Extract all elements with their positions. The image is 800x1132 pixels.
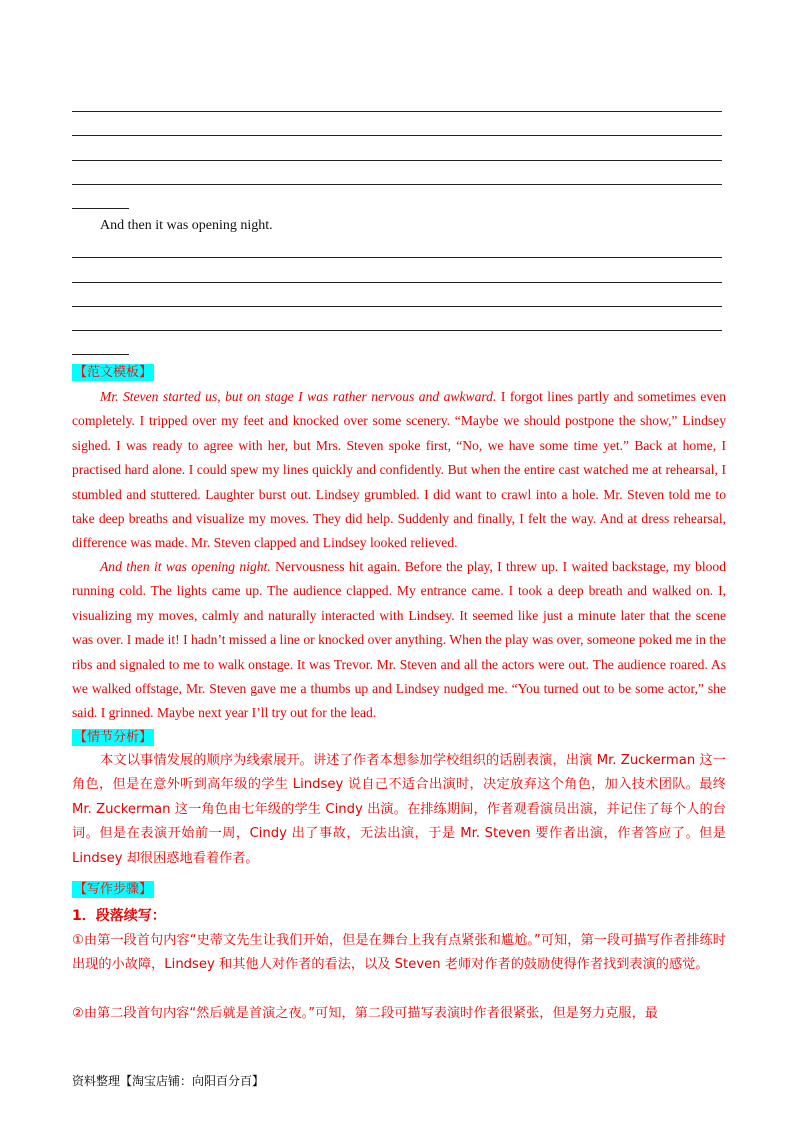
footer-source: 资料整理【淘宝店铺：向阳百分百】 bbox=[72, 1074, 265, 1088]
sample-paragraph-2 bbox=[72, 555, 726, 726]
writing-line[interactable] bbox=[72, 306, 722, 307]
plot-text: 本文以事情发展的顺序为线索展开。讲述了作者本想参加学校组织的话剧表演，出演 Mr. Zuckerman 这一角色，但是在意外听到高年级的学生 Lindsey 说自己不适合出演时，决定放弃这个角色，加入技术团队。最终 Mr. Zuckerman 这一角色由七年级的学生 Cindy 出演。在排练期间，作者观看演员出演，并记住了每个人的台词。但是在表演开始前一周，Cindy 出了事故，无法出演，于是 Mr. Steven 要作者出演，作者答应了。但是 Lindsey 却很困惑地看着作者。 bbox=[72, 753, 726, 866]
writing-line[interactable] bbox=[72, 135, 722, 136]
step1-item1: ①由第一段首句内容“史蒂文先生让我们开始，但是在舞台上我有点紧张和尴尬。”可知，第一段可描写作者排练时出现的小故障，Lindsey 和其他人对作者的看法，以及 Steven 老师对作者的鼓励使得作者找到表演的感觉。 bbox=[72, 933, 726, 973]
writing-line[interactable] bbox=[72, 160, 722, 161]
writing-line[interactable] bbox=[72, 330, 722, 331]
sample-p1-rest: I forgot lines partly and sometimes even completely. I tripped over my feet and knocked over some scenery. “Maybe we should postpone the show,” Lindsey sighed. I was ready to agree with her, but Mrs. Steven spoke first, “No, we have some time yet.” Back at home, I practised hard alone. I could spew my lines quickly and confidently. But when the entire cast watched me at rehearsal, I stumbled and stuttered. Laughter burst out. Lindsey grumbled. I did want to crawl into a hole. Mr. Steven told me to take deep breaths and visualize my moves. They did help. Suddenly and finally, I felt the way. And at dress rehearsal, difference was made. Mr. Steven clapped and Lindsey looked relieved. bbox=[72, 389, 727, 551]
writing-line[interactable] bbox=[72, 184, 722, 185]
sample-paragraph-1 bbox=[72, 385, 726, 556]
writing-line-short[interactable] bbox=[72, 354, 129, 355]
steps-heading: 【写作步骤】 bbox=[74, 882, 153, 897]
writing-line[interactable] bbox=[72, 282, 722, 283]
writing-line[interactable] bbox=[72, 257, 722, 258]
sample-p2-rest: Nervousness hit again. Before the play, I threw up. I waited backstage, my blood running cold. The lights came up. The audience clapped. My entrance came. I took a deep breath and walked on. I, visualizing my moves, calmly and naturally interacted with Lindsey. It seemed like just a minute later that the scene was over. I made it! I hadn’t missed a line or knocked over anything. When the play was over, someone poked me in the ribs and signaled to me to walk onstage. It was Trevor. Mr. Steven and all the actors were out. The audience roared. As we walked offstage, Mr. Steven gave me a thumbs up and Lindsey nudged me. “You turned out to be some actor,” she said. I grinned. Maybe next year I’ll try out for the lead. bbox=[72, 559, 726, 721]
step1-title: 1．段落续写： bbox=[72, 908, 166, 924]
opening-line-prompt: And then it was opening night. bbox=[100, 218, 273, 233]
writing-line[interactable] bbox=[72, 111, 722, 112]
writing-line-short[interactable] bbox=[72, 208, 129, 209]
sample-heading: 【范文模板】 bbox=[74, 365, 153, 380]
step1-item2: ②由第二段首句内容“然后就是首演之夜。”可知，第二段可描写表演时作者很紧张，但是努力克服，最 bbox=[72, 1006, 658, 1021]
sample-p2-start: And then it was opening night. bbox=[100, 559, 271, 574]
plot-heading: 【情节分析】 bbox=[74, 730, 153, 745]
sample-p1-start: Mr. Steven started us, but on stage I was rather nervous and awkward. bbox=[100, 389, 497, 404]
plot-analysis-text bbox=[72, 749, 726, 871]
